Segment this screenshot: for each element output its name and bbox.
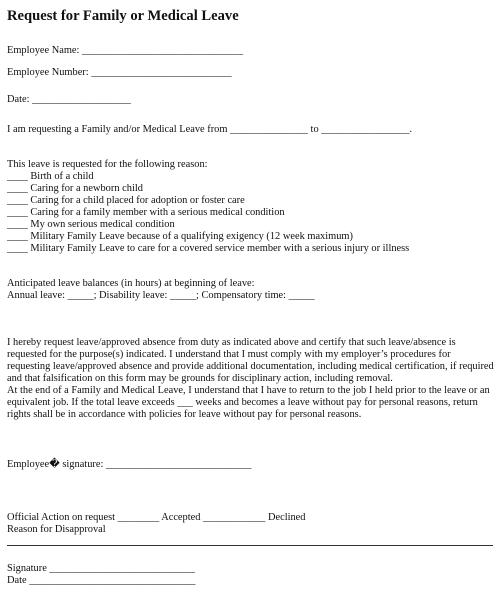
date-field[interactable]: Date: ___________________ — [7, 94, 131, 105]
return-rights-paragraph: At the end of a Family and Medical Leave, I understand that I have to return to the job I held prior to the leave or an equivalent job. If the total leave exceeds ___ weeks and becomes a leave without pay for personal reasons, return rights shall be in accordance with policies for leave without pay for personal reasons. — [7, 385, 490, 420]
certification-paragraph: I hereby request leave/approved absence from duty as indicated above and certify that such leave/absence is requested for the purpose(s) indicated. I understand that I must comply with my employer’s procedures for requesting leave/approved absence and provide additional documentation, including medical certification, if required and that falsification on this form may be grounds for disciplinary action, including removal. — [7, 337, 494, 384]
official-date-field[interactable]: Date ________________________________ — [7, 575, 196, 586]
reason-family-medical-option[interactable]: ____ Caring for a family member with a serious medical condition — [7, 207, 285, 218]
reason-own-medical-option[interactable]: ____ My own serious medical condition — [7, 219, 175, 230]
employee-number-field[interactable]: Employee Number: ___________________________ — [7, 67, 232, 78]
official-action-field[interactable]: Official Action on request ________ Accepted ____________ Declined — [7, 512, 306, 523]
reason-newborn-option[interactable]: ____ Caring for a newborn child — [7, 183, 143, 194]
leave-balances-fields[interactable]: Annual leave: _____; Disability leave: _____; Compensatory time: _____ — [7, 290, 315, 301]
disapproval-reason-line[interactable] — [7, 545, 493, 546]
leave-balances-heading: Anticipated leave balances (in hours) at beginning of leave: — [7, 278, 255, 289]
reason-heading: This leave is requested for the following reason: — [7, 159, 208, 170]
certification-statement — [7, 337, 495, 421]
disapproval-reason-label: Reason for Disapproval — [7, 524, 106, 535]
form-title: Request for Family or Medical Leave — [7, 8, 239, 24]
reason-military-exigency-option[interactable]: ____ Military Family Leave because of a qualifying exigency (12 week maximum) — [7, 231, 353, 242]
official-signature-field[interactable]: Signature ____________________________ — [7, 563, 195, 574]
leave-dates-field[interactable]: I am requesting a Family and/or Medical Leave from _______________ to _________________. — [7, 124, 413, 135]
reason-birth-option[interactable]: ____ Birth of a child — [7, 171, 94, 182]
employee-name-field[interactable]: Employee Name: _______________________________ — [7, 45, 244, 56]
reason-adoption-option[interactable]: ____ Caring for a child placed for adoption or foster care — [7, 195, 245, 206]
employee-signature-field[interactable]: Employee� signature: ____________________________ — [7, 459, 252, 470]
reason-military-care-option[interactable]: ____ Military Family Leave to care for a covered service member with a serious injury or illness — [7, 243, 410, 254]
